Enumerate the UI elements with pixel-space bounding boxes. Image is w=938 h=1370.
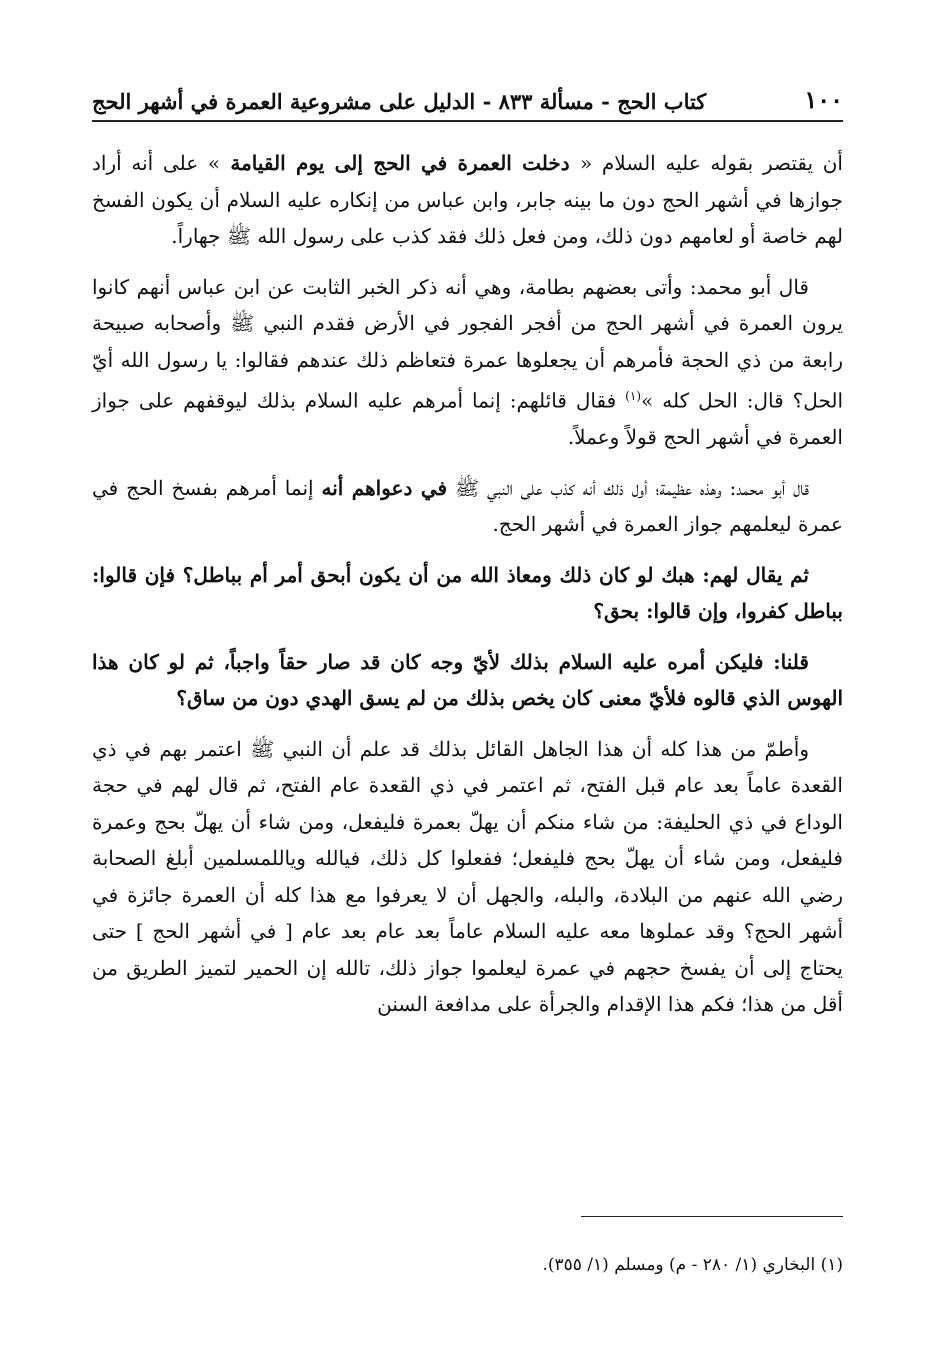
paragraph-5: قلنا: فليكن أمره عليه السلام بذلك لأيّ وجه كان قد صار حقاً واجباً، ثم لو كان هذا الهوس الذي قالوه فلأيّ معنى كان يخص بذلك من لم يسق الهدي دون من ساق؟ [92, 649, 843, 711]
footnote-reference: (١) [625, 389, 641, 403]
page-number: ١٠٠ [804, 85, 843, 114]
paragraph-4: ثم يقال لهم: هبك لو كان ذلك ومعاذ الله من أن يكون أبحق أمر أم بباطل؟ فإن قالوا: بباطل كفروا، وإن قالوا: بحق؟ [92, 562, 843, 624]
hadith-quote: دخلت العمرة في الحج إلى يوم القيامة [220, 151, 580, 175]
paragraph-2-before: قال أبو محمد: وأتى بعضهم بطامة، وهي أنه ذكر الخبر الثابت عن ابن عباس أنهم كانوا يرون العمرة في أشهر الحج من أفجر الفجور في الأرض فقدم النبي ﷺ وأصحابه صبيحة رابعة من ذي الحجة فأمرهم أن يجعلوها عمرة فتعاظم ذلك عندهم فقالوا: يا رسول الله أيّ الحل؟ قال: الحل كله » [92, 274, 844, 413]
running-title: كتاب الحج - مسألة ٨٣٣ - الدليل على مشروعية العمرة في أشهر الحج [92, 89, 707, 114]
paragraph-2 [92, 269, 843, 456]
paragraph-1 [92, 145, 843, 255]
paragraph-1-after: » على أنه أراد جوازها في أشهر الحج دون ما بينه جابر، وابن عباس من إنكاره عليه السلام أن يكون الفسخ لهم خاصة أو لعامهم دون ذلك، ومن فعل ذلك فقد كذب على رسول الله ﷺ جهاراً. [92, 151, 843, 248]
main-text [92, 145, 843, 1037]
paragraph-3-after: إنما أمرهم بفسخ الحج في عمرة ليعلمهم جواز العمرة في أشهر الحج. [92, 475, 843, 537]
paragraph-3-bold: في دعواهم أنه [321, 475, 448, 500]
page-header [92, 72, 843, 122]
paragraph-3-before: قال أبو محمد: وهذه عظيمة؛ أول ذلك أنه كذب على النبي ﷺ [447, 475, 810, 500]
paragraph-3 [92, 470, 843, 543]
paragraph-2-after: فقال قائلهم: إنما أمرهم عليه السلام بذلك ليوقفهم على جواز العمرة في أشهر الحج قولاً وعملاً. [92, 388, 843, 450]
paragraph-1-before: أن يقتصر بقوله عليه السلام « [579, 151, 843, 175]
footnote-divider [581, 1216, 843, 1217]
paragraph-6: وأطمّ من هذا كله أن هذا الجاهل القائل بذلك قد علم أن النبي ﷺ اعتمر بهم في ذي القعدة عاماً بعد عام قبل الفتح، ثم اعتمر في ذي القعدة عام الفتح، ثم قال لهم في حجة الوداع في ذي الحليفة: من شاء منكم أن يهلّ بعمرة فليفعل، ومن شاء أن يهلّ بحج وعمرة فليفعل، ومن شاء أن يهلّ بحج فليفعل؛ ففعلوا كل ذلك، فيالله وياللمسلمين أبلغ الصحابة رضي الله عنهم من البلادة، والبله، والجهل أن لا يعرفوا مع هذا كله أن العمرة جائزة في أشهر الحج؟ وقد عملوها معه عليه السلام عاماً بعد عام بعد عام [ في أشهر الحج ] حتى يحتاج إلى أن يفسخ حجهم في عمرة ليعلموا جواز ذلك، تالله إن الحمير لتميز الطريق من أقل من هذا؛ فكم هذا الإقدام والجرأة على مدافعة السنن [92, 736, 844, 1017]
footnote: (١) البخاري (١/ ٢٨٠ - م) ومسلم (١/ ٣٥٥). [542, 1255, 843, 1275]
